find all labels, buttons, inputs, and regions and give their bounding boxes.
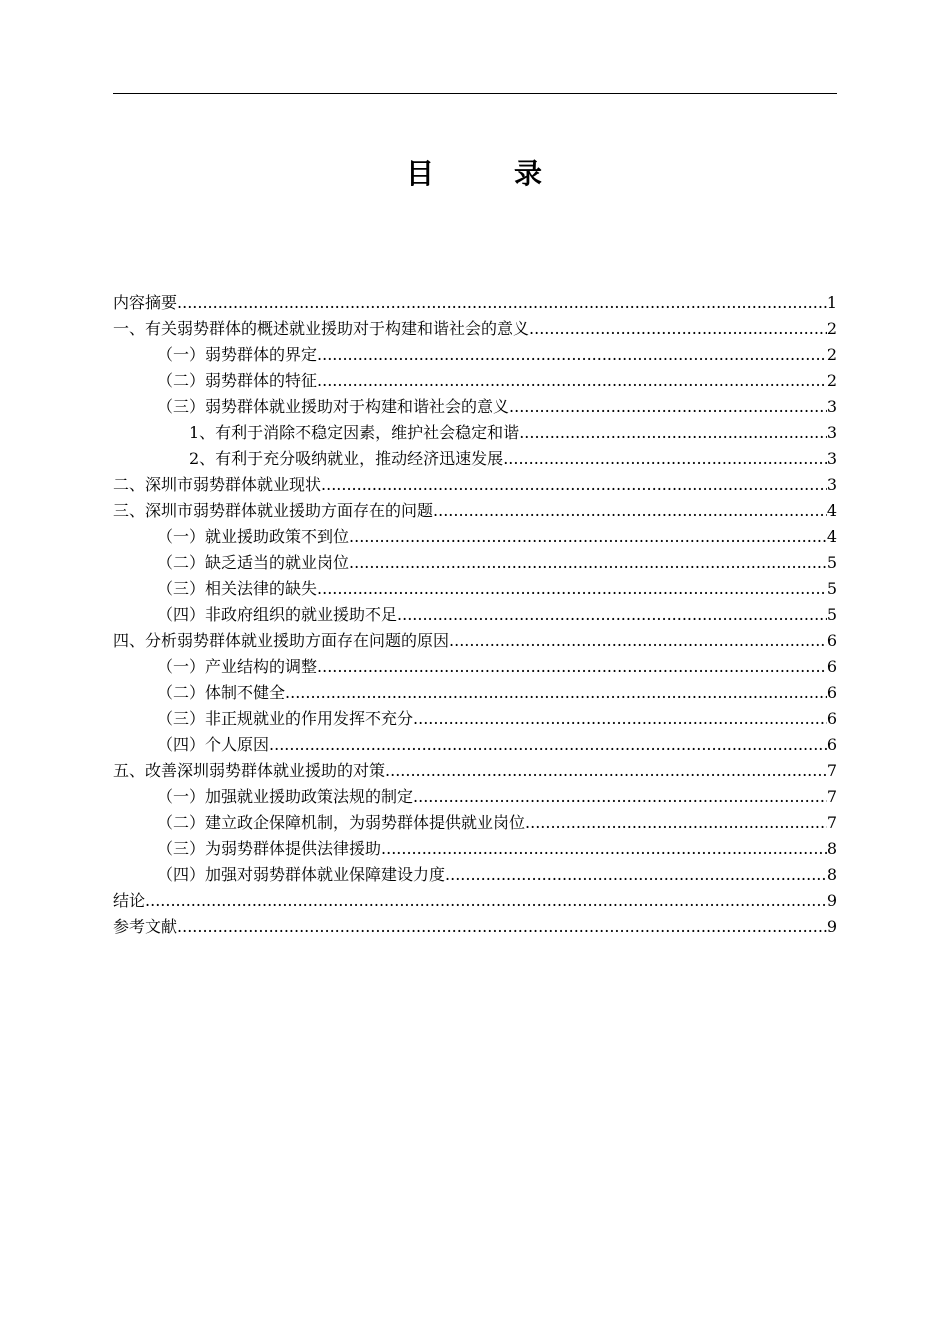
toc-entry-page-number: 2 — [826, 345, 837, 364]
toc-entry-page-number: 7 — [826, 761, 837, 780]
toc-entry[interactable] — [113, 914, 837, 940]
toc-title — [0, 152, 950, 196]
toc-entry[interactable] — [113, 680, 837, 706]
toc-title-char-1: 目 — [405, 157, 436, 190]
toc-entry[interactable] — [113, 706, 837, 732]
header-rule — [113, 93, 837, 94]
toc-entry-title: （三）非正规就业的作用发挥不充分 — [157, 709, 414, 728]
toc-entry-page-number: 3 — [826, 423, 837, 442]
toc-entry[interactable] — [113, 654, 837, 680]
toc-entry-page-number: 6 — [826, 709, 837, 728]
toc-entry[interactable] — [113, 342, 837, 368]
toc-entry-title: 2、有利于充分吸纳就业，推动经济迅速发展 — [189, 449, 504, 468]
toc-entry-title: 五、改善深圳弱势群体就业援助的对策 — [113, 761, 386, 780]
toc-entry[interactable] — [113, 602, 837, 628]
toc-entry-page-number: 7 — [826, 813, 837, 832]
toc-entry-page-number: 1 — [826, 293, 837, 312]
toc-dot-leader — [285, 680, 827, 706]
toc-entry[interactable] — [113, 498, 837, 524]
toc-entry[interactable] — [113, 316, 837, 342]
toc-dot-leader — [349, 524, 827, 550]
toc-entry-title: （三）弱势群体就业援助对于构建和谐社会的意义 — [157, 397, 510, 416]
toc-entry-page-number: 2 — [826, 371, 837, 390]
toc-entry-title: 参考文献 — [113, 917, 178, 936]
toc-entry[interactable] — [113, 368, 837, 394]
toc-entry-page-number: 7 — [826, 787, 837, 806]
toc-entry[interactable] — [113, 836, 837, 862]
toc-entry[interactable] — [113, 550, 837, 576]
toc-entry-title: （四）加强对弱势群体就业保障建设力度 — [157, 865, 446, 884]
toc-dot-leader — [519, 420, 827, 446]
toc-entry-page-number: 5 — [826, 579, 837, 598]
toc-dot-leader — [529, 316, 827, 342]
toc-entry-page-number: 6 — [826, 683, 837, 702]
toc-entry-title: （三）为弱势群体提供法律援助 — [157, 839, 382, 858]
toc-entry[interactable] — [113, 732, 837, 758]
toc-dot-leader — [503, 446, 827, 472]
toc-entry-title: （四）个人原因 — [157, 735, 270, 754]
toc-entry-title: 结论 — [113, 891, 146, 910]
toc-dot-leader — [321, 472, 827, 498]
toc-dot-leader — [433, 498, 827, 524]
toc-entry-title: （二）弱势群体的特征 — [157, 371, 318, 390]
toc-entry[interactable] — [113, 420, 837, 446]
toc-entry-title: （一）弱势群体的界定 — [157, 345, 318, 364]
toc-dot-leader — [445, 862, 827, 888]
toc-entry[interactable] — [113, 810, 837, 836]
toc-dot-leader — [413, 706, 827, 732]
toc-entry-page-number: 9 — [826, 917, 837, 936]
toc-entry[interactable] — [113, 862, 837, 888]
toc-entry-title: 一、有关弱势群体的概述就业援助对于构建和谐社会的意义 — [113, 319, 530, 338]
toc-entry[interactable] — [113, 888, 837, 914]
toc-entry-title: 四、分析弱势群体就业援助方面存在问题的原因 — [113, 631, 450, 650]
toc-dot-leader — [177, 914, 827, 940]
toc-dot-leader — [269, 732, 827, 758]
toc-entry-title: （二）建立政企保障机制，为弱势群体提供就业岗位 — [157, 813, 526, 832]
toc-entry[interactable] — [113, 758, 837, 784]
toc-dot-leader — [317, 368, 827, 394]
toc-dot-leader — [449, 628, 827, 654]
toc-dot-leader — [397, 602, 827, 628]
toc-entry-page-number: 3 — [826, 397, 837, 416]
toc-entry-page-number: 9 — [826, 891, 837, 910]
toc-entry-title: （三）相关法律的缺失 — [157, 579, 318, 598]
toc-entry[interactable] — [113, 576, 837, 602]
toc-entry[interactable] — [113, 524, 837, 550]
toc-entry[interactable] — [113, 628, 837, 654]
toc-dot-leader — [349, 550, 827, 576]
toc-entry-title: 三、深圳市弱势群体就业援助方面存在的问题 — [113, 501, 434, 520]
toc-entry[interactable] — [113, 472, 837, 498]
toc-dot-leader — [413, 784, 827, 810]
toc-entry-title: （一）加强就业援助政策法规的制定 — [157, 787, 414, 806]
toc-entry-page-number: 4 — [826, 527, 837, 546]
toc-entry-page-number: 5 — [826, 553, 837, 572]
toc-dot-leader — [525, 810, 827, 836]
toc-entry[interactable] — [113, 290, 837, 316]
toc-entry-title: （二）体制不健全 — [157, 683, 286, 702]
toc-entry-title: （二）缺乏适当的就业岗位 — [157, 553, 350, 572]
toc-entry-page-number: 5 — [826, 605, 837, 624]
toc-entry-title: （四）非政府组织的就业援助不足 — [157, 605, 398, 624]
toc-entry-page-number: 8 — [826, 839, 837, 858]
toc-dot-leader — [317, 342, 827, 368]
toc-dot-leader — [385, 758, 827, 784]
toc-entry-title: 内容摘要 — [113, 293, 178, 312]
toc-entry-title: 1、有利于消除不稳定因素，维护社会稳定和谐 — [189, 423, 520, 442]
toc-dot-leader — [317, 576, 827, 602]
toc-entry-title: （一）就业援助政策不到位 — [157, 527, 350, 546]
toc-entry-page-number: 2 — [826, 319, 837, 338]
toc-entry-page-number: 8 — [826, 865, 837, 884]
toc-entry-title: （一）产业结构的调整 — [157, 657, 318, 676]
toc-dot-leader — [509, 394, 827, 420]
toc-dot-leader — [381, 836, 827, 862]
table-of-contents — [113, 290, 837, 940]
toc-title-char-2: 录 — [514, 157, 545, 190]
toc-dot-leader — [317, 654, 827, 680]
toc-dot-leader — [177, 290, 827, 316]
toc-entry-page-number: 3 — [826, 475, 837, 494]
toc-dot-leader — [145, 888, 827, 914]
toc-entry-page-number: 6 — [826, 735, 837, 754]
toc-entry-page-number: 4 — [826, 501, 837, 520]
toc-entry-page-number: 6 — [826, 631, 837, 650]
toc-entry[interactable] — [113, 446, 837, 472]
toc-entry[interactable] — [113, 784, 837, 810]
toc-entry-page-number: 3 — [826, 449, 837, 468]
toc-entry-page-number: 6 — [826, 657, 837, 676]
toc-entry-title: 二、深圳市弱势群体就业现状 — [113, 475, 322, 494]
toc-entry[interactable] — [113, 394, 837, 420]
